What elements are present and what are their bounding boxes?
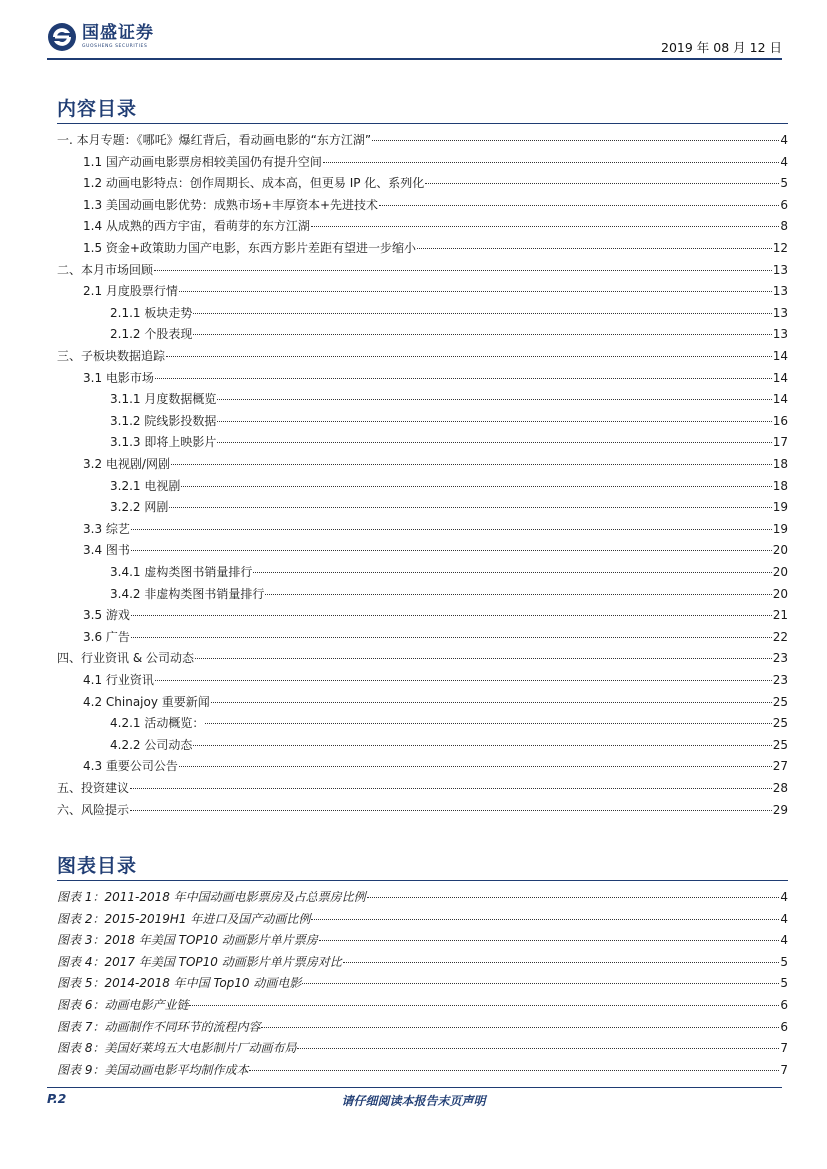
dot-leader xyxy=(323,162,779,163)
dot-leader xyxy=(181,486,771,487)
figure-entry-label: 图表 3：2018 年美国 TOP10 动画影片单片票房 xyxy=(57,933,318,948)
dot-leader xyxy=(130,810,772,811)
toc-entry-page: 25 xyxy=(772,716,788,731)
dot-leader xyxy=(131,615,772,616)
toc-entry[interactable] xyxy=(57,347,788,365)
toc-entry-label: 3.2.1 电视剧 xyxy=(110,478,181,493)
dot-leader xyxy=(319,940,780,941)
toc-entry-label: 3.1.1 月度数据概览 xyxy=(110,392,217,407)
dot-leader xyxy=(372,140,779,141)
dot-leader xyxy=(249,1070,779,1071)
figure-entry[interactable] xyxy=(57,931,788,949)
toc-entry-page: 19 xyxy=(772,521,788,536)
dot-leader xyxy=(130,788,772,789)
dot-leader xyxy=(379,205,779,206)
toc-entry-page: 20 xyxy=(772,565,788,579)
toc-title-divider xyxy=(57,123,788,124)
toc-entry-label: 3.1.2 院线影投数据 xyxy=(110,413,217,428)
guosheng-logo-icon xyxy=(47,22,77,52)
toc-entry[interactable] xyxy=(57,390,788,408)
figure-entry-page: 5 xyxy=(780,954,788,969)
toc-entry-page: 18 xyxy=(772,457,788,471)
toc-entry-label: 3.6 广告 xyxy=(83,629,130,644)
toc-entry-label: 3.2 电视剧/网剧 xyxy=(83,457,170,471)
toc-entry-label: 3.3 综艺 xyxy=(83,521,130,536)
toc-entry[interactable] xyxy=(57,131,788,149)
toc-entry-label: 三、子板块数据追踪 xyxy=(57,349,166,363)
toc-entry-page: 21 xyxy=(772,608,788,623)
toc-entry[interactable] xyxy=(57,757,788,775)
toc-entry-label: 1.2 动画电影特点：创作周期长、成本高，但更易 IP 化、系列化 xyxy=(83,176,425,191)
toc-entry-page: 18 xyxy=(772,478,788,493)
figure-entry-label: 图表 2：2015-2019H1 年进口及国产动画比例 xyxy=(57,911,311,926)
toc-entry-label: 1.4 从成熟的西方宇宙，看萌芽的东方江湖 xyxy=(83,219,310,234)
figure-entry[interactable] xyxy=(57,1018,788,1036)
dot-leader xyxy=(343,962,780,963)
dot-leader xyxy=(211,702,772,703)
dot-leader xyxy=(302,983,779,984)
toc-entry[interactable] xyxy=(57,628,788,646)
toc-entry[interactable] xyxy=(57,174,788,192)
toc-entry[interactable] xyxy=(57,369,788,387)
figure-entry[interactable] xyxy=(57,953,788,971)
toc-entry-label: 四、行业资讯 & 公司动态 xyxy=(57,651,194,666)
toc-entry-label: 一. 本月专题：《哪吒》爆红背后，看动画电影的“东方江湖” xyxy=(57,133,372,147)
toc-entry-page: 16 xyxy=(772,413,788,428)
toc-entry-label: 2.1.1 板块走势 xyxy=(110,305,193,320)
dot-leader xyxy=(205,723,771,724)
toc-entry-page: 25 xyxy=(772,694,788,709)
figure-entry[interactable] xyxy=(57,888,788,906)
toc-entry-label: 4.3 重要公司公告 xyxy=(83,759,178,774)
figure-entry-label: 图表 9：美国动画电影平均制作成本 xyxy=(57,1062,249,1077)
dot-leader xyxy=(265,594,771,595)
toc-entry-label: 4.2 Chinajoy 重要新闻 xyxy=(83,694,210,709)
toc-entry-label: 3.4.1 虚构类图书销量排行 xyxy=(110,565,253,579)
toc-entry-page: 25 xyxy=(772,737,788,752)
figure-entry-page: 5 xyxy=(780,976,788,991)
toc-entry-label: 3.5 游戏 xyxy=(83,608,130,623)
toc-entry-page: 8 xyxy=(780,219,788,234)
toc-entry-label: 2.1.2 个股表现 xyxy=(110,327,193,342)
toc-entry-page: 14 xyxy=(772,370,788,385)
toc-entry[interactable] xyxy=(57,153,788,171)
logo-english-name: GUOSHENG SECURITIES xyxy=(82,44,148,49)
page-header xyxy=(47,22,782,62)
toc-entry[interactable] xyxy=(57,801,788,819)
toc-entry-page: 14 xyxy=(772,392,788,407)
toc-entry[interactable] xyxy=(57,239,788,257)
toc-entry[interactable] xyxy=(57,606,788,624)
toc-entry-label: 1.5 资金+政策助力国产电影，东西方影片差距有望进一步缩小 xyxy=(83,241,416,255)
figure-entry-label: 图表 1：2011-2018 年中国动画电影票房及占总票房比例 xyxy=(57,890,366,904)
dot-leader xyxy=(425,183,779,184)
toc-entry[interactable] xyxy=(57,282,788,300)
dot-leader xyxy=(171,464,772,465)
toc-entry[interactable] xyxy=(57,477,788,495)
dot-leader xyxy=(155,680,772,681)
figure-entry[interactable] xyxy=(57,996,788,1014)
toc-entry[interactable] xyxy=(57,736,788,754)
toc-entry-page: 29 xyxy=(772,802,788,817)
toc-entry-page: 20 xyxy=(772,586,788,601)
figure-entry-label: 图表 6：动画电影产业链 xyxy=(57,998,189,1012)
figure-list-title: 图表目录 xyxy=(57,855,138,877)
figure-entry-page: 4 xyxy=(780,890,788,904)
toc-entry[interactable] xyxy=(57,714,788,732)
company-logo xyxy=(47,22,154,62)
toc-entry[interactable] xyxy=(57,498,788,516)
footer-divider xyxy=(47,1087,782,1088)
toc-entry-label: 1.1 国产动画电影票房相较美国仍有提升空间 xyxy=(83,154,322,169)
toc-entry-label: 五、投资建议 xyxy=(57,781,130,795)
toc-entry[interactable] xyxy=(57,455,788,473)
toc-entry-page: 12 xyxy=(772,241,788,255)
toc-entry[interactable] xyxy=(57,433,788,451)
figure-list-divider xyxy=(57,880,788,881)
toc-entry[interactable] xyxy=(57,671,788,689)
toc-entry-label: 二、本月市场回顾 xyxy=(57,262,154,277)
dot-leader xyxy=(193,313,771,314)
toc-entry-page: 13 xyxy=(772,327,788,342)
toc-entry-page: 5 xyxy=(780,176,788,191)
figure-entry-label: 图表 5：2014-2018 年中国 Top10 动画电影 xyxy=(57,976,302,991)
dot-leader xyxy=(166,356,772,357)
dot-leader xyxy=(217,442,771,443)
toc-entry-page: 14 xyxy=(772,349,788,363)
figure-entry-page: 7 xyxy=(780,1062,788,1077)
dot-leader xyxy=(261,1027,779,1028)
toc-entry[interactable] xyxy=(57,779,788,797)
dot-leader xyxy=(367,897,780,898)
toc-entry[interactable] xyxy=(57,412,788,430)
toc-entry[interactable] xyxy=(57,304,788,322)
dot-leader xyxy=(189,1005,779,1006)
figure-entry-page: 4 xyxy=(780,933,788,948)
page-number: P.2 xyxy=(47,1091,67,1106)
dot-leader xyxy=(193,745,771,746)
disclaimer-note: 请仔细阅读本报告末页声明 xyxy=(341,1094,486,1108)
figure-entry[interactable] xyxy=(57,1061,788,1079)
dot-leader xyxy=(179,291,772,292)
figure-entry[interactable] xyxy=(57,910,788,928)
toc-entry-label: 3.1 电影市场 xyxy=(83,370,154,385)
toc-entry-page: 28 xyxy=(772,781,788,795)
figure-entry-page: 7 xyxy=(780,1041,788,1056)
figure-entry-page: 6 xyxy=(780,1019,788,1034)
toc-title: 内容目录 xyxy=(57,98,138,120)
report-date: 2019 年 08 月 12 日 xyxy=(661,40,782,55)
toc-entry-label: 3.4 图书 xyxy=(83,543,130,558)
toc-entry-label: 3.1.3 即将上映影片 xyxy=(110,435,217,450)
toc-entry-page: 6 xyxy=(780,197,788,212)
dot-leader xyxy=(297,1048,779,1049)
dot-leader xyxy=(311,919,779,920)
dot-leader xyxy=(179,766,772,767)
logo-chinese-name: 国盛证券 xyxy=(82,23,154,43)
toc-entry-page: 4 xyxy=(780,154,788,169)
toc-entry-page: 13 xyxy=(772,284,788,299)
toc-entry-page: 13 xyxy=(772,305,788,320)
figure-entry-page: 4 xyxy=(780,911,788,926)
toc-entry[interactable] xyxy=(57,693,788,711)
figure-entry-label: 图表 4：2017 年美国 TOP10 动画影片单片票房对比 xyxy=(57,954,342,969)
toc-entry-label: 4.2.2 公司动态 xyxy=(110,737,193,752)
toc-entry-label: 2.1 月度股票行情 xyxy=(83,284,178,299)
toc-entry-label: 4.2.1 活动概览： xyxy=(110,716,205,731)
toc-entry-label: 1.3 美国动画电影优势：成熟市场+丰厚资本+先进技术 xyxy=(83,197,379,212)
toc-entry-page: 13 xyxy=(772,262,788,277)
dot-leader xyxy=(417,248,772,249)
dot-leader xyxy=(195,658,772,659)
toc-entry[interactable] xyxy=(57,649,788,667)
figure-entry[interactable] xyxy=(57,1039,788,1057)
figure-entry-page: 6 xyxy=(780,998,788,1012)
dot-leader xyxy=(154,270,772,271)
toc-entry[interactable] xyxy=(57,541,788,559)
toc-entry[interactable] xyxy=(57,520,788,538)
toc-entry-label: 六、风险提示 xyxy=(57,802,130,817)
dot-leader xyxy=(217,421,771,422)
toc-entry[interactable] xyxy=(57,563,788,581)
figure-entry[interactable] xyxy=(57,974,788,992)
toc-entry[interactable] xyxy=(57,261,788,279)
toc-entry-page: 17 xyxy=(772,435,788,450)
toc-entry[interactable] xyxy=(57,196,788,214)
toc-entry-page: 22 xyxy=(772,629,788,644)
toc-entry-page: 23 xyxy=(772,673,788,687)
dot-leader xyxy=(311,226,779,227)
header-divider xyxy=(47,58,782,60)
toc-entry-label: 3.4.2 非虚构类图书销量排行 xyxy=(110,586,265,601)
figure-entry-label: 图表 7：动画制作不同环节的流程内容 xyxy=(57,1019,261,1034)
toc-entry-label: 3.2.2 网剧 xyxy=(110,500,169,515)
toc-entry-page: 27 xyxy=(772,759,788,774)
dot-leader xyxy=(169,507,771,508)
toc-entry[interactable] xyxy=(57,325,788,343)
dot-leader xyxy=(131,529,772,530)
dot-leader xyxy=(217,399,771,400)
dot-leader xyxy=(155,378,772,379)
dot-leader xyxy=(131,637,772,638)
toc-entry[interactable] xyxy=(57,217,788,235)
toc-entry[interactable] xyxy=(57,585,788,603)
toc-entry-page: 4 xyxy=(780,133,788,147)
toc-entry-page: 20 xyxy=(772,543,788,558)
toc-entry-page: 19 xyxy=(772,500,788,515)
toc-entry-page: 23 xyxy=(772,651,788,666)
toc-entry-label: 4.1 行业资讯 xyxy=(83,673,154,687)
dot-leader xyxy=(253,572,771,573)
dot-leader xyxy=(193,334,771,335)
dot-leader xyxy=(131,550,772,551)
figure-entry-label: 图表 8：美国好莱坞五大电影制片厂动画布局 xyxy=(57,1041,297,1056)
